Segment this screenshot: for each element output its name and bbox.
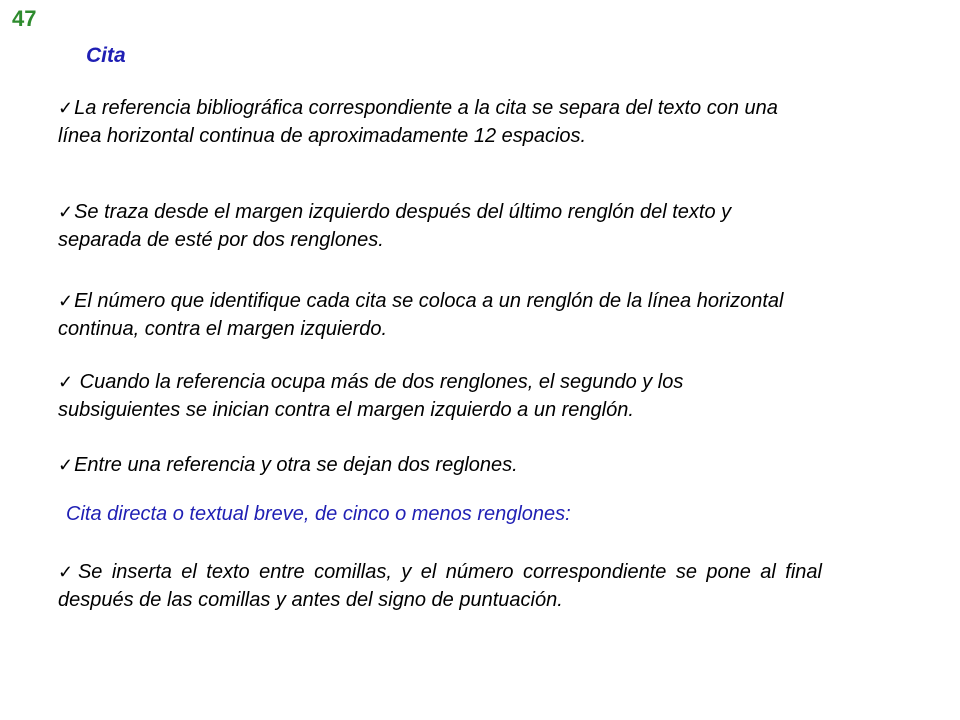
checkmark-icon: ✓	[58, 455, 74, 475]
bullet-paragraph	[58, 198, 758, 254]
checkmark-icon: ✓	[58, 291, 74, 311]
bullet-paragraph	[58, 451, 658, 479]
slide-title: Cita	[86, 44, 126, 67]
checkmark-icon: ✓	[58, 202, 74, 222]
bullet-text: Cuando la referencia ocupa más de dos renglones, el segundo y los subsiguientes se inician contra el margen izquierdo a un renglón.	[58, 371, 684, 421]
checkmark-icon: ✓	[58, 372, 74, 392]
bullet-paragraph	[58, 287, 818, 343]
bullet-text: La referencia bibliográfica correspondiente a la cita se separa del texto con una línea horizontal continua de aproximadamente 12 espacios.	[58, 97, 778, 147]
bullet-paragraph	[58, 368, 798, 424]
bullet-text: Entre una referencia y otra se dejan dos reglones.	[74, 454, 518, 476]
bullet-paragraph	[58, 94, 778, 150]
bullet-paragraph	[58, 558, 822, 614]
section-subheading: Cita directa o textual breve, de cinco o menos renglones:	[66, 503, 571, 525]
checkmark-icon: ✓	[58, 562, 77, 582]
checkmark-icon: ✓	[58, 98, 74, 118]
bullet-text: Se traza desde el margen izquierdo después del último renglón del texto y separada de esté por dos renglones.	[58, 201, 732, 251]
bullet-text: Se inserta el texto entre comillas, y el número correspondiente se pone al final después de las comillas y antes del signo de puntuación.	[58, 561, 822, 611]
slide-number: 47	[12, 6, 37, 31]
bullet-text: El número que identifique cada cita se coloca a un renglón de la línea horizontal continua, contra el margen izquierdo.	[58, 290, 784, 340]
